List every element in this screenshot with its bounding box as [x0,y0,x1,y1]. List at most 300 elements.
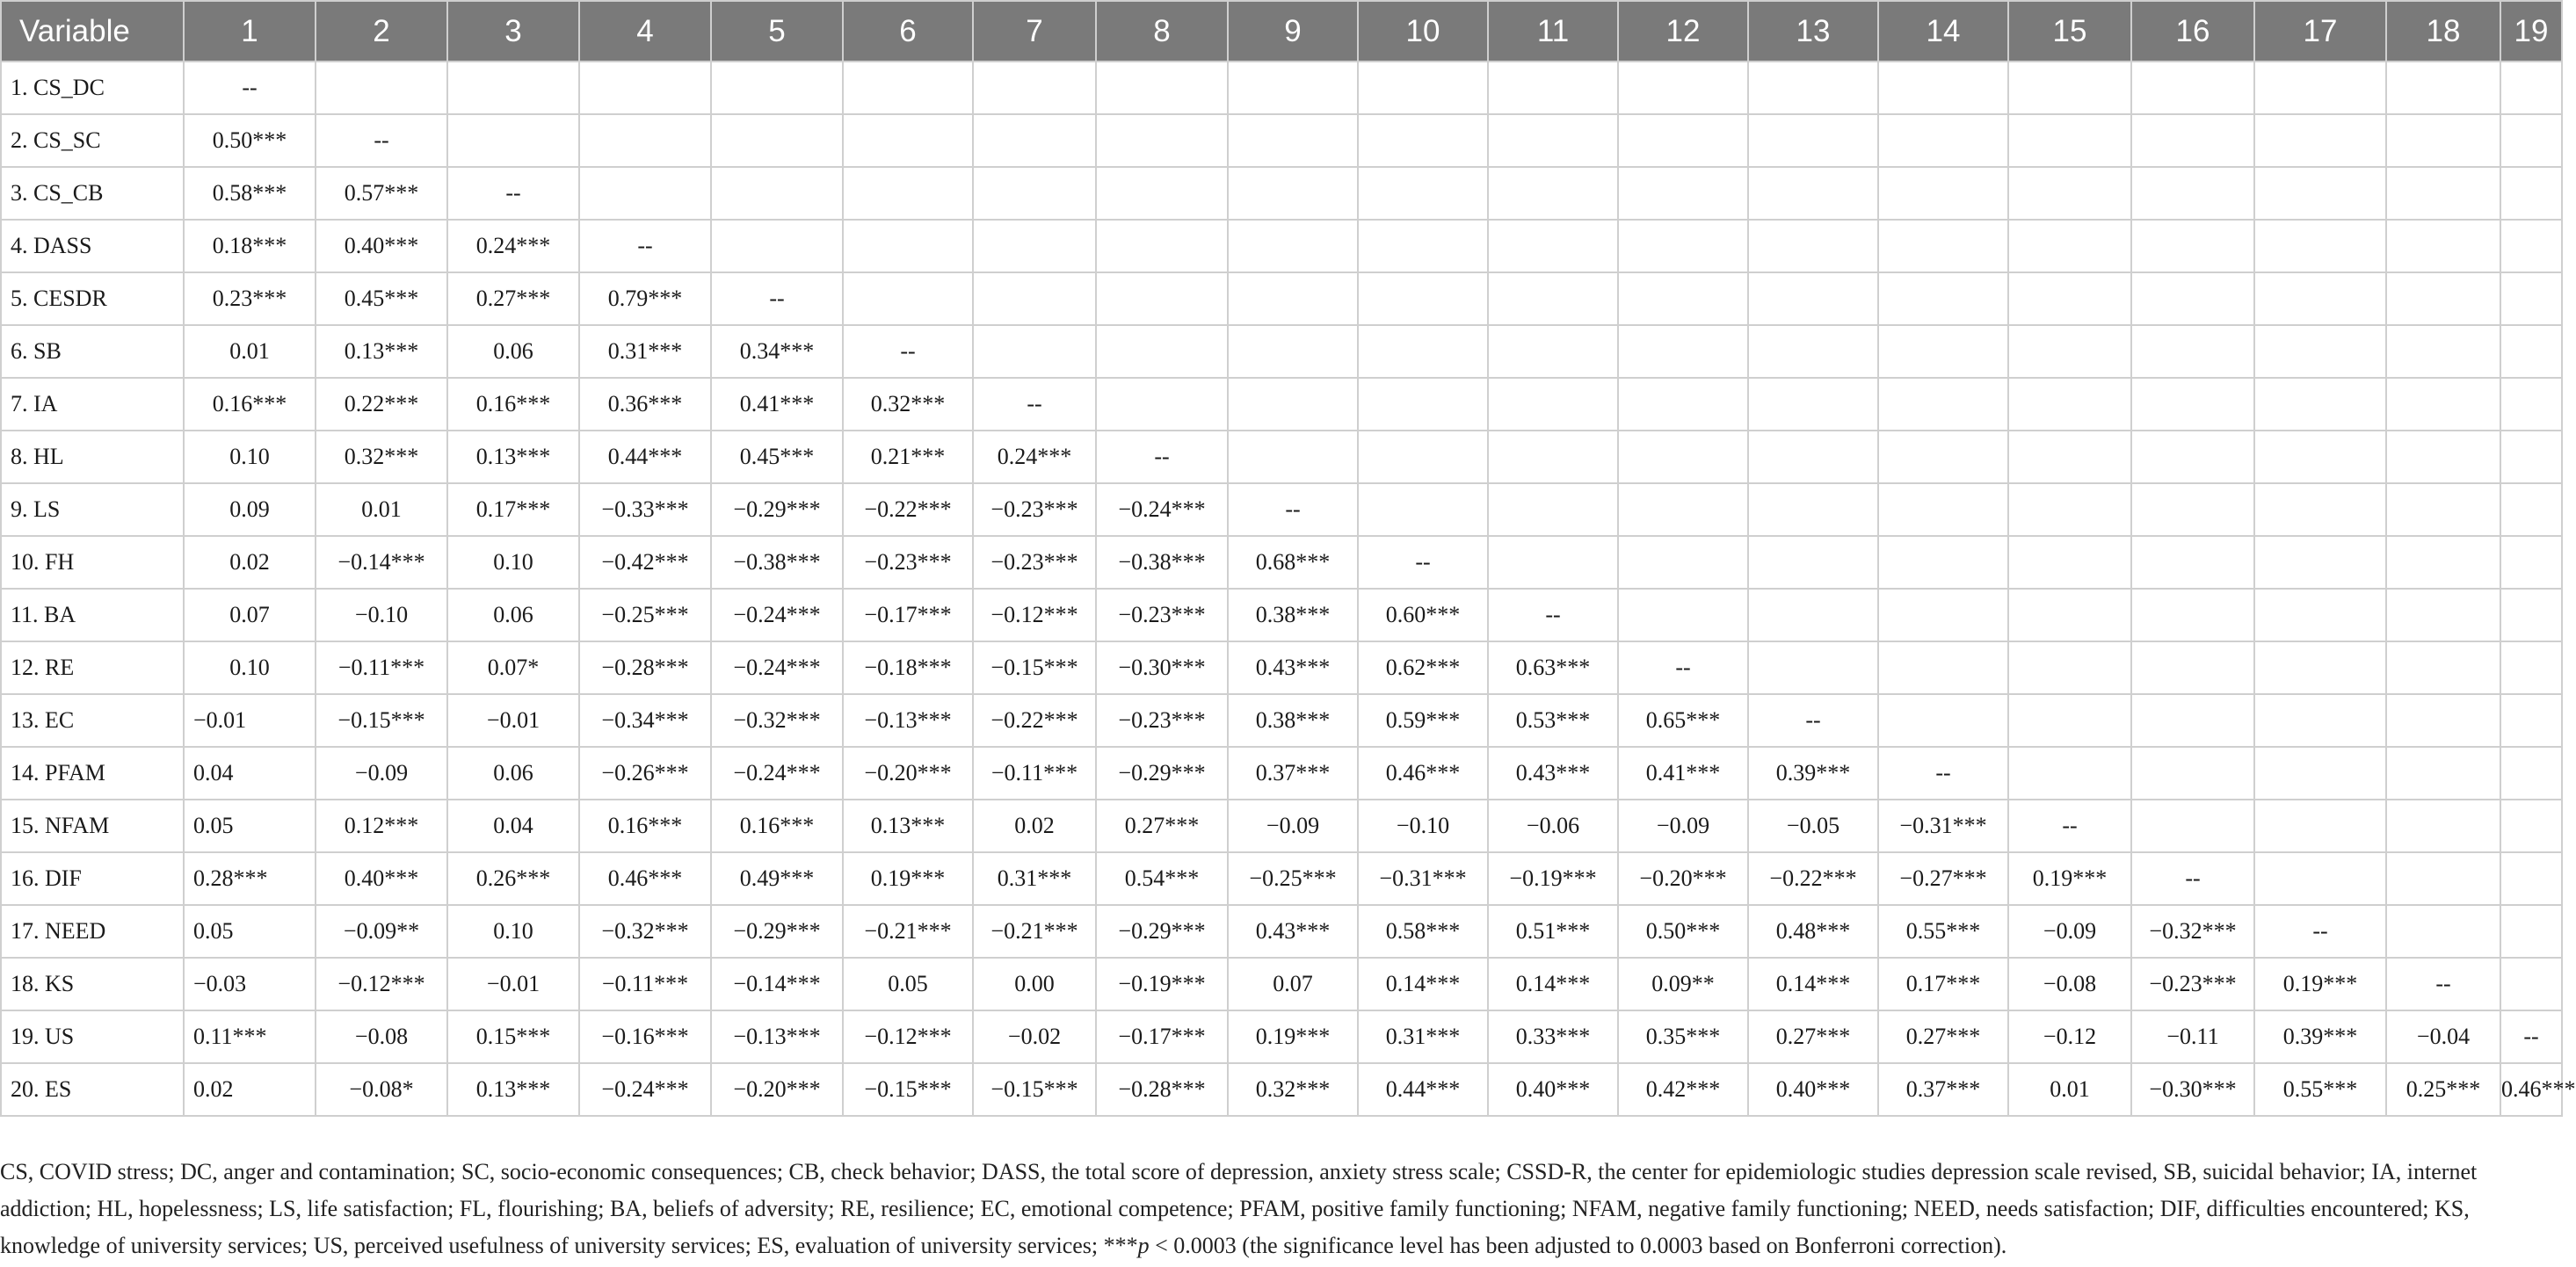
footnote-line-3-post: < 0.0003 (the significance level has been adjusted to 0.0003 based on Bonferroni correction). [1149,1233,2007,1258]
table-cell: 0.44*** [579,431,711,483]
table-cell: -- [973,378,1096,431]
empty-cell [2254,694,2386,747]
empty-cell [2008,62,2131,114]
empty-cell [2500,483,2562,536]
table-cell: 0.35*** [1618,1010,1748,1063]
table-cell: −0.08 [2008,958,2131,1010]
row-label: 2. CS_SC [1,114,184,167]
row-label: 15. NFAM [1,800,184,852]
empty-cell [2008,694,2131,747]
empty-cell [1228,378,1358,431]
empty-cell [1878,220,2008,272]
empty-cell [1488,431,1618,483]
table-cell: 0.50*** [184,114,316,167]
table-cell: 0.51*** [1488,905,1618,958]
table-cell: -- [1878,747,2008,800]
table-row [1,694,2562,747]
table-cell: −0.12*** [316,958,447,1010]
table-body [1,62,2576,1116]
empty-cell [1358,431,1488,483]
empty-cell [843,167,973,220]
row-label: 8. HL [1,431,184,483]
empty-cell [2500,694,2562,747]
empty-cell [2131,378,2254,431]
table-cell: −0.11*** [316,641,447,694]
row-label: 14. PFAM [1,747,184,800]
table-cell: 0.37*** [1228,747,1358,800]
table-cell: 0.13*** [316,325,447,378]
table-cell: 0.09** [1618,958,1748,1010]
table-cell: −0.33*** [579,483,711,536]
empty-cell [2500,431,2562,483]
table-cell: −0.26*** [579,747,711,800]
empty-cell [2500,747,2562,800]
table-cell: −0.32*** [2131,905,2254,958]
table-cell: −0.29*** [1096,747,1228,800]
table-cell: −0.24*** [579,1063,711,1116]
table-row [1,114,2562,167]
table-cell: 0.12*** [316,800,447,852]
table-cell: −0.15*** [316,694,447,747]
table-cell: 0.40*** [1748,1063,1878,1116]
empty-cell [2386,589,2500,641]
table-cell: −0.18*** [843,641,973,694]
table-row [1,167,2562,220]
empty-cell [973,167,1096,220]
table-cell: −0.22*** [973,694,1096,747]
table-cell: -- [1748,694,1878,747]
table-cell: 0.13*** [843,800,973,852]
table-cell: 0.60*** [1358,589,1488,641]
empty-cell [711,220,843,272]
empty-cell [1748,167,1878,220]
empty-cell [447,62,579,114]
empty-cell [2008,325,2131,378]
table-cell: -- [2008,800,2131,852]
table-cell: −0.25*** [579,589,711,641]
table-cell: 0.11*** [184,1010,316,1063]
empty-cell [1488,62,1618,114]
empty-cell [2254,167,2386,220]
header-col-19: 19 [2500,1,2562,62]
table-cell: −0.24*** [711,589,843,641]
empty-cell [2131,536,2254,589]
empty-cell [1618,167,1748,220]
table-cell: 0.07* [447,641,579,694]
table-cell: 0.14*** [1748,958,1878,1010]
table-cell: 0.10 [447,536,579,589]
table-cell: −0.09 [1228,800,1358,852]
empty-cell [1618,220,1748,272]
empty-cell [2386,536,2500,589]
table-cell: 0.04 [447,800,579,852]
empty-cell [1878,272,2008,325]
empty-cell [1878,325,2008,378]
empty-cell [2131,641,2254,694]
table-cell: 0.23*** [184,272,316,325]
header-col-15: 15 [2008,1,2131,62]
table-cell: −0.21*** [973,905,1096,958]
empty-cell [1488,114,1618,167]
table-cell: −0.30*** [1096,641,1228,694]
table-cell: -- [316,114,447,167]
table-cell: 0.31*** [973,852,1096,905]
table-cell: 0.37*** [1878,1063,2008,1116]
table-cell: 0.43*** [1228,905,1358,958]
header-col-18: 18 [2386,1,2500,62]
empty-cell [2008,220,2131,272]
header-col-7: 7 [973,1,1096,62]
table-cell: −0.19*** [1488,852,1618,905]
empty-cell [1748,378,1878,431]
empty-cell [1748,589,1878,641]
table-row [1,852,2562,905]
table-cell: 0.05 [843,958,973,1010]
empty-cell [316,62,447,114]
table-cell: 0.43*** [1228,641,1358,694]
table-cell: −0.04 [2386,1010,2500,1063]
table-cell: −0.10 [1358,800,1488,852]
empty-cell [1228,114,1358,167]
table-cell: −0.21*** [843,905,973,958]
table-cell: −0.11 [2131,1010,2254,1063]
empty-cell [2254,589,2386,641]
empty-cell [1878,378,2008,431]
empty-cell [1096,325,1228,378]
table-cell: -- [1618,641,1748,694]
table-cell: 0.05 [184,800,316,852]
row-label: 18. KS [1,958,184,1010]
empty-cell [447,114,579,167]
table-cell: 0.41*** [711,378,843,431]
empty-cell [1488,272,1618,325]
empty-cell [1748,114,1878,167]
header-col-12: 12 [1618,1,1748,62]
table-row [1,220,2562,272]
empty-cell [1618,325,1748,378]
empty-cell [2254,114,2386,167]
empty-cell [2386,431,2500,483]
header-col-14: 14 [1878,1,2008,62]
table-cell: 0.01 [2008,1063,2131,1116]
row-label: 10. FH [1,536,184,589]
table-cell: 0.01 [184,325,316,378]
empty-cell [2500,800,2562,852]
table-cell: −0.14*** [711,958,843,1010]
table-cell: −0.12*** [843,1010,973,1063]
table-cell: −0.09 [316,747,447,800]
empty-cell [711,167,843,220]
empty-cell [2500,272,2562,325]
table-row [1,641,2562,694]
table-cell: −0.05 [1748,800,1878,852]
table-cell: −0.25*** [1228,852,1358,905]
empty-cell [1618,378,1748,431]
empty-cell [2386,378,2500,431]
header-col-4: 4 [579,1,711,62]
table-cell: 0.31*** [579,325,711,378]
empty-cell [1748,272,1878,325]
empty-cell [2131,167,2254,220]
table-cell: 0.53*** [1488,694,1618,747]
empty-cell [2500,114,2562,167]
header-col-17: 17 [2254,1,2386,62]
empty-cell [2131,431,2254,483]
empty-cell [2254,378,2386,431]
table-cell: 0.19*** [2008,852,2131,905]
table-cell: 0.34*** [711,325,843,378]
empty-cell [1748,62,1878,114]
empty-cell [2386,641,2500,694]
table-cell: −0.23*** [2131,958,2254,1010]
table-cell: 0.21*** [843,431,973,483]
empty-cell [2386,325,2500,378]
empty-cell [1096,378,1228,431]
table-cell: −0.38*** [1096,536,1228,589]
empty-cell [2386,220,2500,272]
table-cell: −0.29*** [711,905,843,958]
empty-cell [843,62,973,114]
table-cell: 0.19*** [1228,1010,1358,1063]
table-cell: 0.02 [184,1063,316,1116]
empty-cell [579,167,711,220]
table-cell: −0.23*** [1096,589,1228,641]
table-cell: −0.29*** [711,483,843,536]
empty-cell [2254,431,2386,483]
table-cell: −0.28*** [1096,1063,1228,1116]
table-cell: 0.79*** [579,272,711,325]
table-row [1,1010,2562,1063]
empty-cell [2131,694,2254,747]
table-row [1,431,2562,483]
table-cell: −0.03 [184,958,316,1010]
empty-cell [2254,325,2386,378]
table-cell: 0.43*** [1488,747,1618,800]
row-label: 3. CS_CB [1,167,184,220]
empty-cell [1878,589,2008,641]
empty-cell [2500,852,2562,905]
table-cell: 0.02 [184,536,316,589]
empty-cell [1096,62,1228,114]
empty-cell [973,272,1096,325]
empty-cell [2386,62,2500,114]
table-cell: 0.62*** [1358,641,1488,694]
table-cell: 0.42*** [1618,1063,1748,1116]
table-cell: −0.23*** [973,536,1096,589]
table-cell: −0.01 [447,958,579,1010]
empty-cell [2500,220,2562,272]
empty-cell [1748,483,1878,536]
table-cell: 0.07 [184,589,316,641]
table-row [1,800,2562,852]
table-cell: 0.10 [184,431,316,483]
table-cell: −0.02 [973,1010,1096,1063]
empty-cell [1878,536,2008,589]
empty-cell [2008,167,2131,220]
table-cell: −0.06 [1488,800,1618,852]
table-cell: 0.54*** [1096,852,1228,905]
row-label: 9. LS [1,483,184,536]
empty-cell [1748,641,1878,694]
empty-cell [2131,62,2254,114]
row-label: 6. SB [1,325,184,378]
empty-cell [973,62,1096,114]
empty-cell [2386,167,2500,220]
empty-cell [1358,378,1488,431]
footnote-line-3 [0,1227,2531,1264]
empty-cell [2254,800,2386,852]
empty-cell [1878,641,2008,694]
empty-cell [843,220,973,272]
table-cell: -- [2500,1010,2562,1063]
table-cell: -- [2254,905,2386,958]
table-cell: 0.55*** [1878,905,2008,958]
table-row [1,378,2562,431]
table-cell: −0.31*** [1358,852,1488,905]
table-cell: 0.17*** [1878,958,2008,1010]
table-cell: 0.46*** [2500,1063,2562,1116]
empty-cell [2008,641,2131,694]
empty-cell [1618,589,1748,641]
table-cell: −0.13*** [711,1010,843,1063]
empty-cell [1228,325,1358,378]
empty-cell [1228,272,1358,325]
table-cell: 0.06 [447,589,579,641]
empty-cell [1748,220,1878,272]
empty-cell [1878,483,2008,536]
empty-cell [1878,167,2008,220]
table-cell: 0.05 [184,905,316,958]
empty-cell [2254,62,2386,114]
table-cell: -- [1488,589,1618,641]
table-cell: −0.10 [316,589,447,641]
row-label: 11. BA [1,589,184,641]
empty-cell [1488,483,1618,536]
empty-cell [1358,114,1488,167]
table-cell: −0.15*** [843,1063,973,1116]
empty-cell [1878,694,2008,747]
table-cell: -- [1096,431,1228,483]
table-row [1,536,2562,589]
empty-cell [2386,114,2500,167]
table-cell: 0.40*** [316,852,447,905]
table-cell: −0.29*** [1096,905,1228,958]
table-cell: −0.11*** [973,747,1096,800]
empty-cell [2254,536,2386,589]
empty-cell [579,114,711,167]
table-cell: 0.55*** [2254,1063,2386,1116]
table-cell: 0.32*** [843,378,973,431]
empty-cell [2500,589,2562,641]
table-cell: −0.42*** [579,536,711,589]
table-cell: 0.15*** [447,1010,579,1063]
table-cell: 0.02 [973,800,1096,852]
empty-cell [2500,325,2562,378]
empty-cell [1748,431,1878,483]
empty-cell [1096,272,1228,325]
table-cell: 0.39*** [1748,747,1878,800]
empty-cell [1748,536,1878,589]
table-cell: 0.65*** [1618,694,1748,747]
table-cell: 0.44*** [1358,1063,1488,1116]
empty-cell [1618,536,1748,589]
table-cell: 0.49*** [711,852,843,905]
empty-cell [2254,747,2386,800]
table-cell: 0.32*** [1228,1063,1358,1116]
table-cell: 0.38*** [1228,589,1358,641]
table-cell: 0.14*** [1358,958,1488,1010]
table-cell: 0.39*** [2254,1010,2386,1063]
table-cell: 0.19*** [2254,958,2386,1010]
table-cell: 0.48*** [1748,905,1878,958]
table-cell: 0.00 [973,958,1096,1010]
table-cell: 0.24*** [973,431,1096,483]
header-col-3: 3 [447,1,579,62]
table-cell: −0.27*** [1878,852,2008,905]
empty-cell [2131,747,2254,800]
empty-cell [2008,747,2131,800]
table-cell: -- [2131,852,2254,905]
table-cell: −0.01 [184,694,316,747]
table-cell: 0.46*** [579,852,711,905]
empty-cell [2008,114,2131,167]
table-cell: −0.11*** [579,958,711,1010]
table-row [1,483,2562,536]
empty-cell [1228,62,1358,114]
empty-cell [1358,272,1488,325]
empty-cell [1618,431,1748,483]
table-cell: 0.59*** [1358,694,1488,747]
header-col-8: 8 [1096,1,1228,62]
table-cell: −0.38*** [711,536,843,589]
empty-cell [1618,114,1748,167]
table-cell: 0.45*** [316,272,447,325]
table-cell: 0.41*** [1618,747,1748,800]
row-label: 4. DASS [1,220,184,272]
empty-cell [2386,905,2500,958]
empty-cell [2131,589,2254,641]
empty-cell [1488,536,1618,589]
table-cell: 0.14*** [1488,958,1618,1010]
empty-cell [1358,220,1488,272]
empty-cell [973,114,1096,167]
table-cell: 0.26*** [447,852,579,905]
empty-cell [1358,167,1488,220]
row-label: 20. ES [1,1063,184,1116]
table-cell: −0.09 [2008,905,2131,958]
header-variable: Variable [1,1,184,62]
table-cell: −0.20*** [843,747,973,800]
empty-cell [2386,800,2500,852]
table-cell: 0.58*** [184,167,316,220]
table-row [1,1063,2562,1116]
empty-cell [2008,589,2131,641]
table-cell: −0.31*** [1878,800,2008,852]
row-label: 12. RE [1,641,184,694]
empty-cell [711,62,843,114]
table-cell: -- [711,272,843,325]
table-cell: −0.01 [447,694,579,747]
table-cell: 0.33*** [1488,1010,1618,1063]
table-cell: −0.34*** [579,694,711,747]
empty-cell [2386,747,2500,800]
table-cell: -- [1358,536,1488,589]
empty-cell [1228,220,1358,272]
empty-cell [2008,536,2131,589]
table-row [1,272,2562,325]
table-cell: 0.27*** [1748,1010,1878,1063]
empty-cell [1096,114,1228,167]
